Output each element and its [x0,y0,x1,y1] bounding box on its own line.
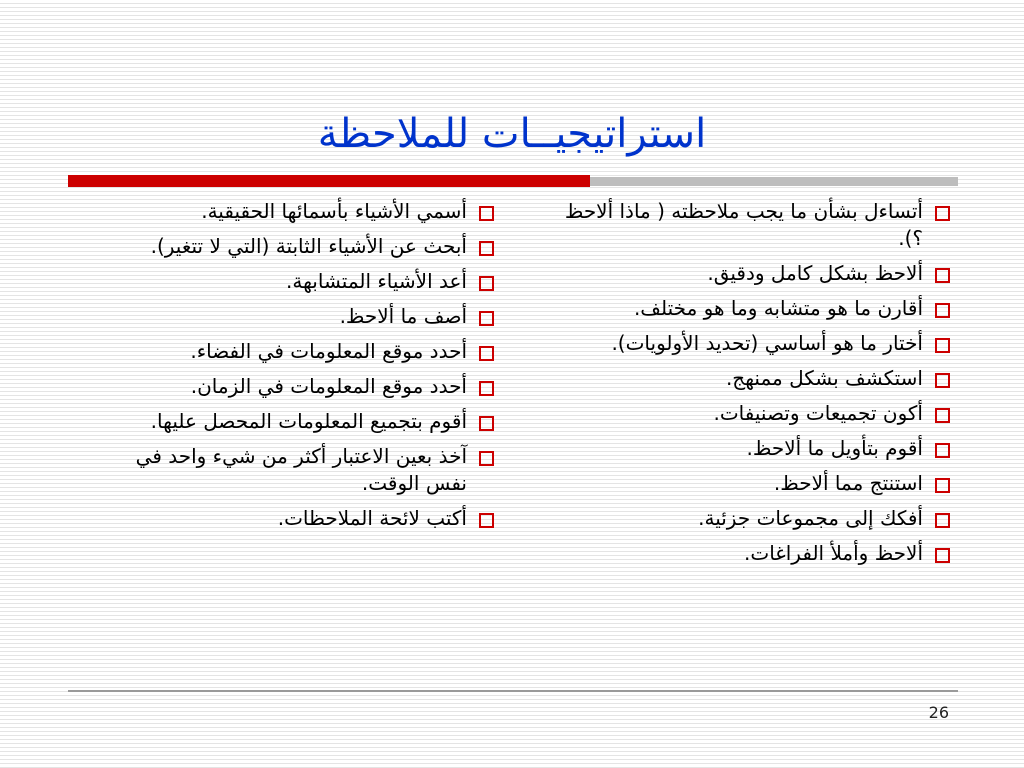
list-item-text: أبحث عن الأشياء الثابتة (التي لا تتغير). [150,234,467,258]
list-item [108,373,494,400]
list-item-text: آخذ بعين الاعتبار أكثر من شيء واحد في نفس الوقت. [135,444,467,495]
square-bullet-icon [479,451,494,466]
square-bullet-icon [935,408,950,423]
list-item [536,330,950,357]
square-bullet-icon [479,206,494,221]
list-item-text: ألاحظ وأملأ الفراغات. [744,541,923,565]
square-bullet-icon [479,513,494,528]
square-bullet-icon [935,338,950,353]
list-item [536,365,950,392]
square-bullet-icon [479,416,494,431]
list-item-text: أحدد موقع المعلومات في الفضاء. [190,339,467,363]
list-item [536,470,950,497]
square-bullet-icon [935,548,950,563]
square-bullet-icon [935,206,950,221]
right-bullet-list [536,198,950,575]
square-bullet-icon [935,268,950,283]
footer-divider [68,690,958,692]
square-bullet-icon [479,381,494,396]
square-bullet-icon [935,513,950,528]
list-item [108,233,494,260]
title-underline-red [68,175,590,187]
list-item [536,400,950,427]
square-bullet-icon [935,303,950,318]
title-underline-gray [590,177,958,186]
square-bullet-icon [935,443,950,458]
list-item-text: أعد الأشياء المتشابهة. [285,269,467,293]
list-item [108,303,494,330]
list-item [536,435,950,462]
list-item [108,505,494,532]
left-bullet-list [108,198,494,540]
square-bullet-icon [479,241,494,256]
list-item-text: أقوم بتجميع المعلومات المحصل عليها. [150,409,467,433]
list-item [108,408,494,435]
list-item-text: استكشف بشكل ممنهج. [725,366,923,390]
list-item [108,338,494,365]
list-item-text: أحدد موقع المعلومات في الزمان. [190,374,467,398]
list-item-text: أختار ما هو أساسي (تحديد الأولويات). [611,331,923,355]
square-bullet-icon [935,478,950,493]
list-item [536,295,950,322]
list-item [108,443,494,497]
list-item [536,260,950,287]
page-number: 26 [928,703,949,722]
list-item-text: أقارن ما هو متشابه وما هو مختلف. [633,296,923,320]
square-bullet-icon [479,346,494,361]
square-bullet-icon [479,311,494,326]
list-item-text: أصف ما ألاحظ. [339,304,467,328]
list-item [536,505,950,532]
square-bullet-icon [479,276,494,291]
list-item-text: ألاحظ بشكل كامل ودقيق. [707,261,923,285]
list-item [536,540,950,567]
list-item [108,198,494,225]
list-item [108,268,494,295]
list-item-text: استنتج مما ألاحظ. [773,471,923,495]
square-bullet-icon [935,373,950,388]
list-item-text: أتساءل بشأن ما يجب ملاحظته ( ماذا ألاحظ ؟). [564,199,923,250]
list-item [536,198,950,252]
list-item-text: أكون تجميعات وتصنيفات. [713,401,923,425]
list-item-text: أسمي الأشياء بأسمائها الحقيقية. [201,199,467,223]
list-item-text: أفكك إلى مجموعات جزئية. [698,506,923,530]
list-item-text: أقوم بتأويل ما ألاحظ. [746,436,923,460]
slide-title: استراتيجيــات للملاحظة [317,111,707,157]
list-item-text: أكتب لائحة الملاحظات. [277,506,467,530]
